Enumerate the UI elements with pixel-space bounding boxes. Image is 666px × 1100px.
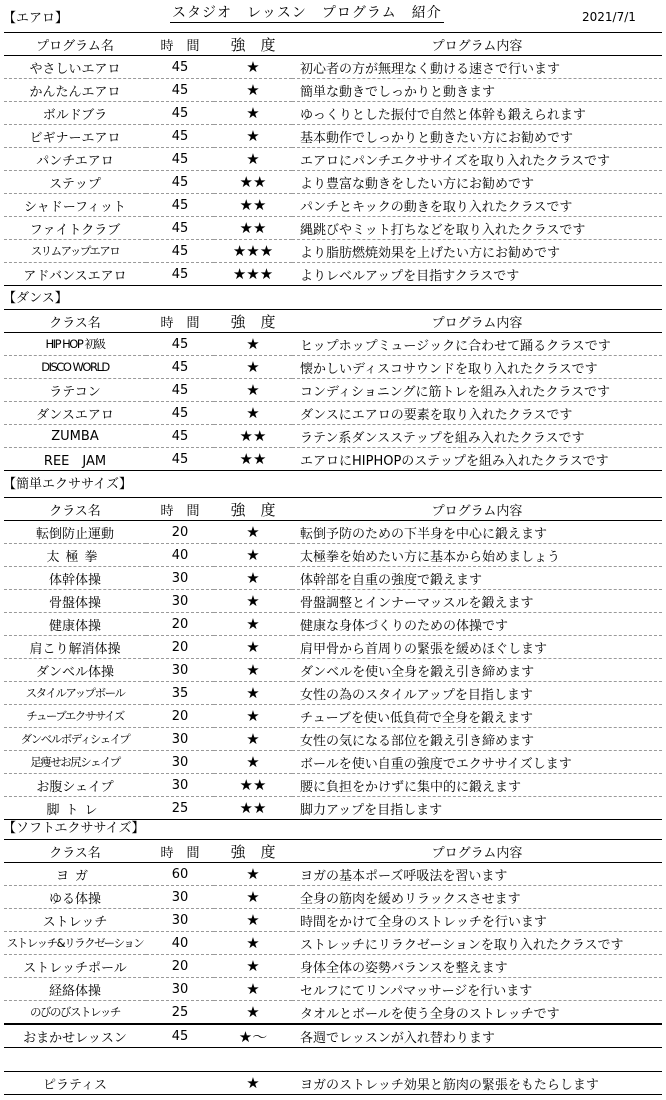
intensity-stars: ★ [246,957,260,975]
table-row [4,402,662,425]
intensity-stars: ★ [246,707,260,725]
table-row [4,932,662,955]
description: 女性の気になる部位を鍛え引き締めます [300,733,535,749]
intensity-stars: ★★ [239,219,267,237]
intensity-stars: ★ [246,888,260,906]
intensity-stars: ★ [246,335,260,353]
intensity-stars: ★ [246,980,260,998]
description: ゆっくりとした振付で自然と体幹も鍛えられます [300,107,586,123]
page-header [0,0,666,32]
class-name: 体幹体操 [48,572,101,588]
duration: 30 [171,889,189,905]
class-name: REE JAM [43,453,107,469]
description: 基本動作でしっかりと動きたい方にお勧めです [300,130,574,146]
table-row [4,56,662,79]
duration: 30 [171,981,189,997]
table-row [4,194,662,217]
intensity-stars: ★★★ [232,265,274,283]
class-name: おまかせレッスン [23,1030,127,1046]
intensity-stars: ★～ [238,1027,268,1046]
description: 健康な身体づくりのための体操です [300,618,509,634]
table-row [4,909,662,932]
class-name: ストレッチ [42,914,108,930]
intensity-stars: ★ [246,865,260,883]
duration: 45 [171,197,189,213]
duration: 45 [171,266,189,282]
table-row [4,379,662,402]
duration: 45 [171,243,189,259]
table-row [4,148,662,171]
description: エアロにパンチエクササイズを取り入れたクラスです [300,153,611,169]
description: ダンベルを使い全身を鍛え引き締めます [300,664,535,680]
program-table [4,309,662,471]
class-name: 脚トレ [46,802,104,818]
table-row [4,863,662,886]
description: 各週でレッスンが入れ替わります [300,1030,495,1046]
description: ラテン系ダンスステップを組み入れたクラスです [300,430,585,446]
class-name: お腹シェイプ [36,779,114,795]
duration: 45 [171,128,189,144]
class-name: ダンスエアロ [36,407,114,423]
header-time: 時 間 [146,498,214,521]
table-row [4,1025,662,1048]
intensity-stars: ★★ [239,196,267,214]
table-row [4,613,662,636]
duration: 30 [171,593,189,609]
intensity-stars: ★ [246,1003,260,1021]
duration: 45 [171,105,189,121]
class-name: パンチエアロ [36,153,114,169]
description: ストレッチにリラクゼーションを取り入れたクラスです [300,937,624,953]
table-row [4,774,662,797]
class-name: 骨盤体操 [48,595,101,611]
duration: 60 [171,866,189,882]
section-label: 【簡単エクササイズ】 [3,477,132,492]
table-row [4,636,662,659]
intensity-stars: ★ [246,546,260,564]
class-name: 健康体操 [48,618,101,634]
table-row [4,425,662,448]
header-intensity: 強 度 [214,498,292,521]
duration: 30 [171,570,189,586]
table-row [4,590,662,613]
description: 脚力アップを目指します [300,802,443,818]
extra-program-table [4,1071,662,1095]
class-name: アドバンスエアロ [23,268,127,284]
class-name: ファイトクラブ [29,222,121,238]
class-name: ストレッチ&リラクゼーション [6,936,144,950]
description: 腰に負担をかけずに集中的に鍛えます [300,779,522,795]
description: 女性の為のスタイルアップを目指します [300,687,533,703]
table-header-row [4,498,662,521]
header-description: プログラム内容 [292,840,662,863]
header-description: プログラム内容 [292,310,662,333]
duration: 20 [171,639,189,655]
duration: 45 [171,82,189,98]
class-name: スリムアップエアロ [30,244,120,258]
table-row [4,567,662,590]
description: コンディショニングに筋トレを組み入れたクラスです [300,384,611,400]
description: ダンスにエアロの要素を取り入れたクラスです [300,407,573,423]
intensity-stars: ★ [246,1074,260,1092]
table-row [4,521,662,544]
class-name: ヨガ [55,868,94,884]
description: 縄跳びやミット打ちなどを取り入れたクラスです [300,222,586,238]
program-table [4,497,662,820]
description: 太極拳を始めたい方に基本から始めましょう [300,549,561,565]
class-name: やさしいエアロ [29,61,121,77]
description: パンチとキックの動きを取り入れたクラスです [300,199,573,215]
intensity-stars: ★★ [239,776,267,794]
header-time: 時 間 [146,310,214,333]
intensity-stars: ★ [246,404,260,422]
class-name: ストレッチポール [23,960,127,976]
program-table [4,839,662,1024]
duration: 45 [171,451,189,467]
duration: 45 [171,428,189,444]
header-intensity: 強 度 [214,840,292,863]
description: チューブを使い低負荷で全身を鍛えます [300,710,533,726]
description: ヨガの基本ポーズ呼吸法を習います [300,868,508,884]
duration: 20 [171,958,189,974]
header-time: 時 間 [146,840,214,863]
table-header-row [4,310,662,333]
description: 身体全体の姿勢バランスを整えます [300,960,508,976]
intensity-stars: ★★ [239,450,267,468]
table-row [4,978,662,1001]
duration: 45 [171,405,189,421]
intensity-stars: ★ [246,638,260,656]
description: エアロにHIPHOPのステップを組み入れたクラスです [300,453,609,469]
intensity-stars: ★★★ [232,242,274,260]
intensity-stars: ★ [246,592,260,610]
table-row [4,356,662,379]
table-row [4,102,662,125]
intensity-stars: ★ [246,150,260,168]
description: 時間をかけて全身のストレッチを行います [300,914,547,930]
description: 懐かしいディスコサウンドを取り入れたクラスです [300,361,598,377]
section-label: 【エアロ】 [3,11,69,26]
description: 肩甲骨から首周りの緊張を緩めほぐします [300,641,548,657]
duration: 30 [171,777,189,793]
duration: 45 [171,220,189,236]
table-row [4,333,662,356]
intensity-stars: ★ [246,104,260,122]
table-row [4,171,662,194]
class-name: HIP HOP 初級 [45,337,105,351]
program-table [4,32,662,286]
class-name: かんたんエアロ [29,84,121,100]
class-name: 経絡体操 [48,983,101,999]
header-description: プログラム内容 [292,498,662,521]
table-row [4,659,662,682]
class-name: ラテコン [49,384,101,400]
page-title: スタジオ レッスン プログラム 紹介 [172,5,442,21]
intensity-stars: ★ [246,569,260,587]
intensity-stars: ★ [246,934,260,952]
class-name: 肩こり解消体操 [29,641,121,657]
description: ヒップホップミュージックに合わせて踊るクラスです [300,338,611,354]
table-header-row [4,840,662,863]
table-header-row [4,33,662,56]
duration: 30 [171,662,189,678]
duration: 25 [171,1004,189,1020]
table-row [4,240,662,263]
intensity-stars: ★★ [239,173,267,191]
class-name: シャドーフィット [23,199,127,215]
class-name: DISCO WORLD [41,360,109,374]
duration: 45 [171,151,189,167]
intensity-stars: ★ [246,58,260,76]
duration: 40 [171,935,189,951]
class-name: ZUMBA [51,428,99,444]
header-time: 時 間 [146,33,214,56]
description: 全身の筋肉を緩めリラックスさせます [300,891,521,907]
intensity-stars: ★ [246,911,260,929]
description: より豊富な動きをしたい方にお勧めです [300,176,535,192]
table-row [4,125,662,148]
extra-program-table [4,1024,662,1048]
class-name: ゆる体操 [48,891,101,907]
description: 体幹部を自重の強度で鍛えます [300,572,483,588]
table-row [4,797,662,820]
description: ヨガのストレッチ効果と筋肉の緊張をもたらします [300,1077,599,1093]
class-name: ダンベルボディシェイプ [20,732,130,746]
table-row [4,1072,662,1095]
duration: 45 [171,336,189,352]
description: 初心者の方が無理なく動ける速さで行います [300,61,561,77]
description: より脂肪燃焼効果を上げたい方にお勧めです [300,245,561,261]
description: 簡単な動きでしっかりと動きます [300,84,496,100]
header-intensity: 強 度 [214,310,292,333]
duration [146,1072,214,1095]
duration: 45 [171,174,189,190]
intensity-stars: ★★ [239,427,267,445]
intensity-stars: ★ [246,753,260,771]
duration: 25 [171,800,189,816]
intensity-stars: ★ [246,661,260,679]
table-row [4,705,662,728]
table-row [4,682,662,705]
table-row [4,1001,662,1024]
class-name: ステップ [49,176,101,192]
description: よりレベルアップを目指すクラスです [300,268,520,284]
header-name: プログラム名 [4,33,146,56]
intensity-stars: ★ [246,615,260,633]
class-name: スタイルアップボール [25,686,125,700]
class-name: ピラティス [43,1077,107,1093]
intensity-stars: ★★ [239,799,267,817]
duration: 30 [171,731,189,747]
table-row [4,217,662,240]
class-name: ビギナーエアロ [29,130,121,146]
intensity-stars: ★ [246,127,260,145]
class-name: のびのびストレッチ [30,1005,120,1019]
class-name: ボルドブラ [42,107,108,123]
duration: 35 [171,685,189,701]
class-name: 太極拳 [46,549,104,565]
class-name: ダンベル体操 [35,664,115,680]
table-row [4,728,662,751]
duration: 30 [171,912,189,928]
intensity-stars: ★ [246,730,260,748]
duration: 45 [171,1028,189,1044]
header-name: クラス名 [4,840,146,863]
duration: 20 [171,708,189,724]
table-row [4,79,662,102]
class-name: 足痩せお尻シェイプ [30,755,120,769]
duration: 20 [171,524,189,540]
duration: 20 [171,616,189,632]
table-row [4,544,662,567]
intensity-stars: ★ [246,523,260,541]
description: セルフにてリンパマッサージを行います [300,983,533,999]
header-name: クラス名 [4,310,146,333]
section-label: 【ソフトエクササイズ】 [3,821,145,836]
date-label: 2021/7/1 [582,10,636,24]
duration: 40 [171,547,189,563]
header-description: プログラム内容 [292,33,662,56]
table-row [4,448,662,471]
intensity-stars: ★ [246,684,260,702]
class-name: 転倒防止運動 [35,526,114,542]
duration: 45 [171,59,189,75]
table-row [4,263,662,286]
description: タオルとボールを使う全身のストレッチです [300,1006,560,1022]
header-intensity: 強 度 [214,33,292,56]
section-label: 【ダンス】 [3,291,68,306]
description: 転倒予防のための下半身を中心に鍛えます [300,526,548,542]
class-name: チューブエクササイズ [26,709,124,723]
intensity-stars: ★ [246,81,260,99]
duration: 45 [171,359,189,375]
description: 骨盤調整とインナーマッスルを鍛えます [300,595,534,611]
table-row [4,886,662,909]
table-row [4,751,662,774]
description: ボールを使い自重の強度でエクササイズします [300,756,572,772]
duration: 30 [171,754,189,770]
intensity-stars: ★ [246,358,260,376]
header-name: クラス名 [4,498,146,521]
table-row [4,955,662,978]
duration: 45 [171,382,189,398]
intensity-stars: ★ [246,381,260,399]
